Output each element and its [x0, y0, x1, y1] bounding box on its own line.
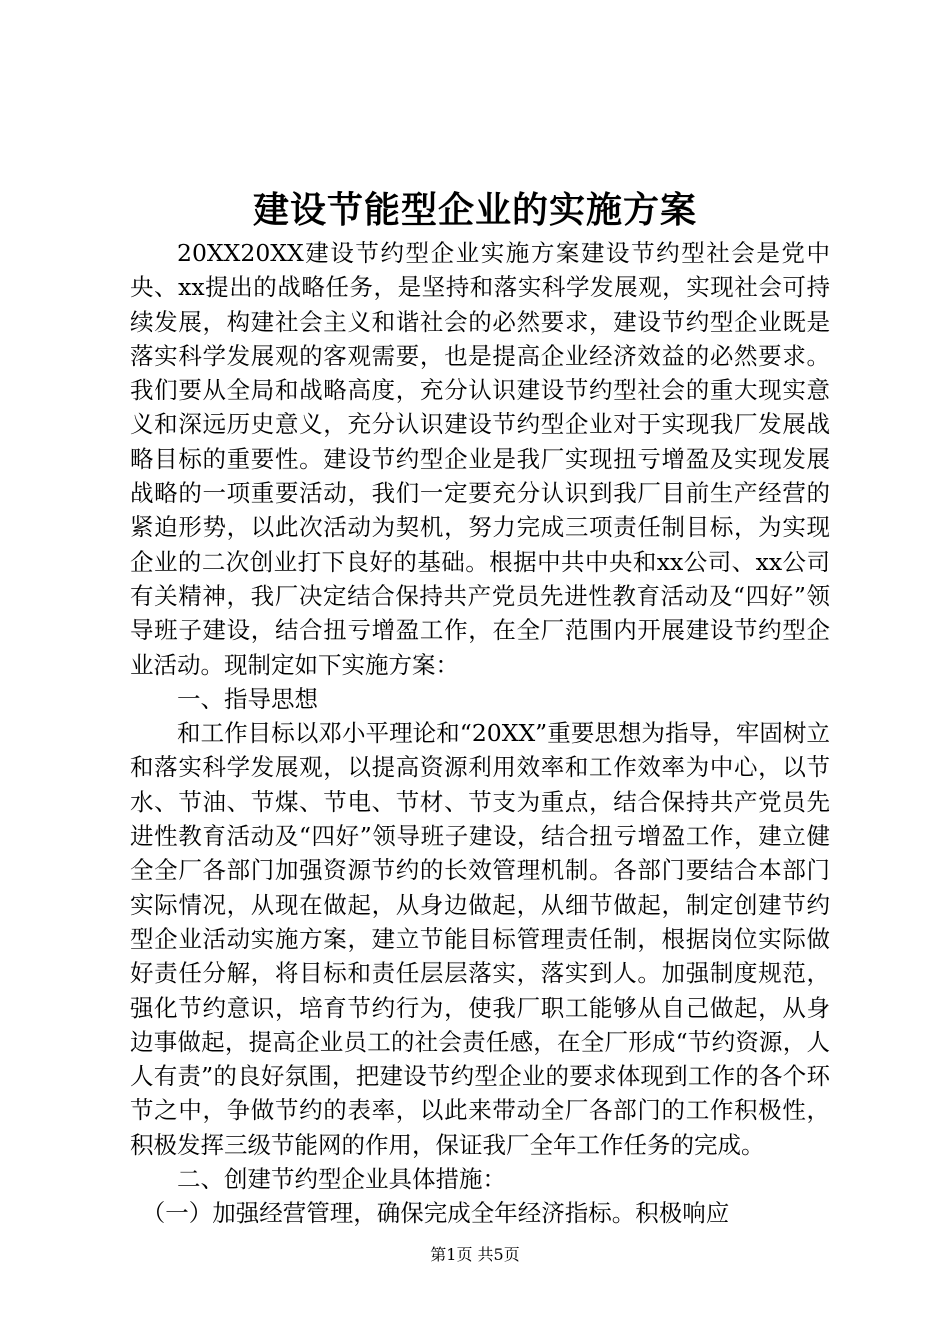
paragraph-intro: 20XX20XX建设节约型企业实施方案建设节约型社会是党中央、xx提出的战略任务，是坚持和落实科学发展观，实现社会可持续发展，构建社会主义和谐社会的必然要求，建设节约型企业既是落实科学发展观的客观需要，也是提高企业经济效益的必然要求。我们要从全局和战略高度，充分认识建设节约型社会的重大现实意义和深远历史意义，充分认识建设节约型企业对于实现我厂发展战略目标的重要性。建设节约型企业是我厂实现扭亏增盈及实现发展战略的一项重要活动，我们一定要充分认识到我厂目前生产经营的紧迫形势，以此次活动为契机，努力完成三项责任制目标，为实现企业的二次创业打下良好的基础。根据中共中央和xx公司、xx公司有关精神，我厂决定结合保持共产党员先进性教育活动及“四好”领导班子建设，结合扭亏增盈工作，在全厂范围内开展建设节约型企业活动。现制定如下实施方案： — [130, 239, 830, 679]
subsection-item-1: （一）加强经营管理，确保完成全年经济指标。积极响应 — [141, 1199, 730, 1228]
page-footer: 第1页 共5页 — [430, 1245, 520, 1264]
paragraph-guiding-ideology: 和工作目标以邓小平理论和“20XX”重要思想为指导，牢固树立和落实科学发展观，以提高资源利用效率和工作效率为中心，以节水、节油、节煤、节电、节材、节支为重点，结合保持共产党员先进性教育活动及“四好”领导班子建设，结合扭亏增盈工作，建立健全全厂各部门加强资源节约的长效管理机制。各部门要结合本部门实际情况，从现在做起，从身边做起，从细节做起，制定创建节约型企业活动实施方案，建立节能目标管理责任制，根据岗位实际做好责任分解，将目标和责任层层落实，落实到人。加强制度规范，强化节约意识，培育节约行为，使我厂职工能够从自己做起，从身边事做起，提高企业员工的社会责任感，在全厂形成“节约资源，人人有责”的良好氛围，把建设节约型企业的要求体现到工作的各个环节之中，争做节约的表率，以此来带动全厂各部门的工作积极性，积极发挥三级节能网的作用，保证我厂全年工作任务的完成。 — [130, 719, 830, 1159]
section-heading-guiding-ideology: 一、指导思想 — [177, 684, 318, 713]
document-title: 建设节能型企业的实施方案 — [252, 189, 697, 231]
document-body — [130, 236, 830, 1231]
section-heading-measures: 二、创建节约型企业具体措施： — [177, 1165, 506, 1194]
